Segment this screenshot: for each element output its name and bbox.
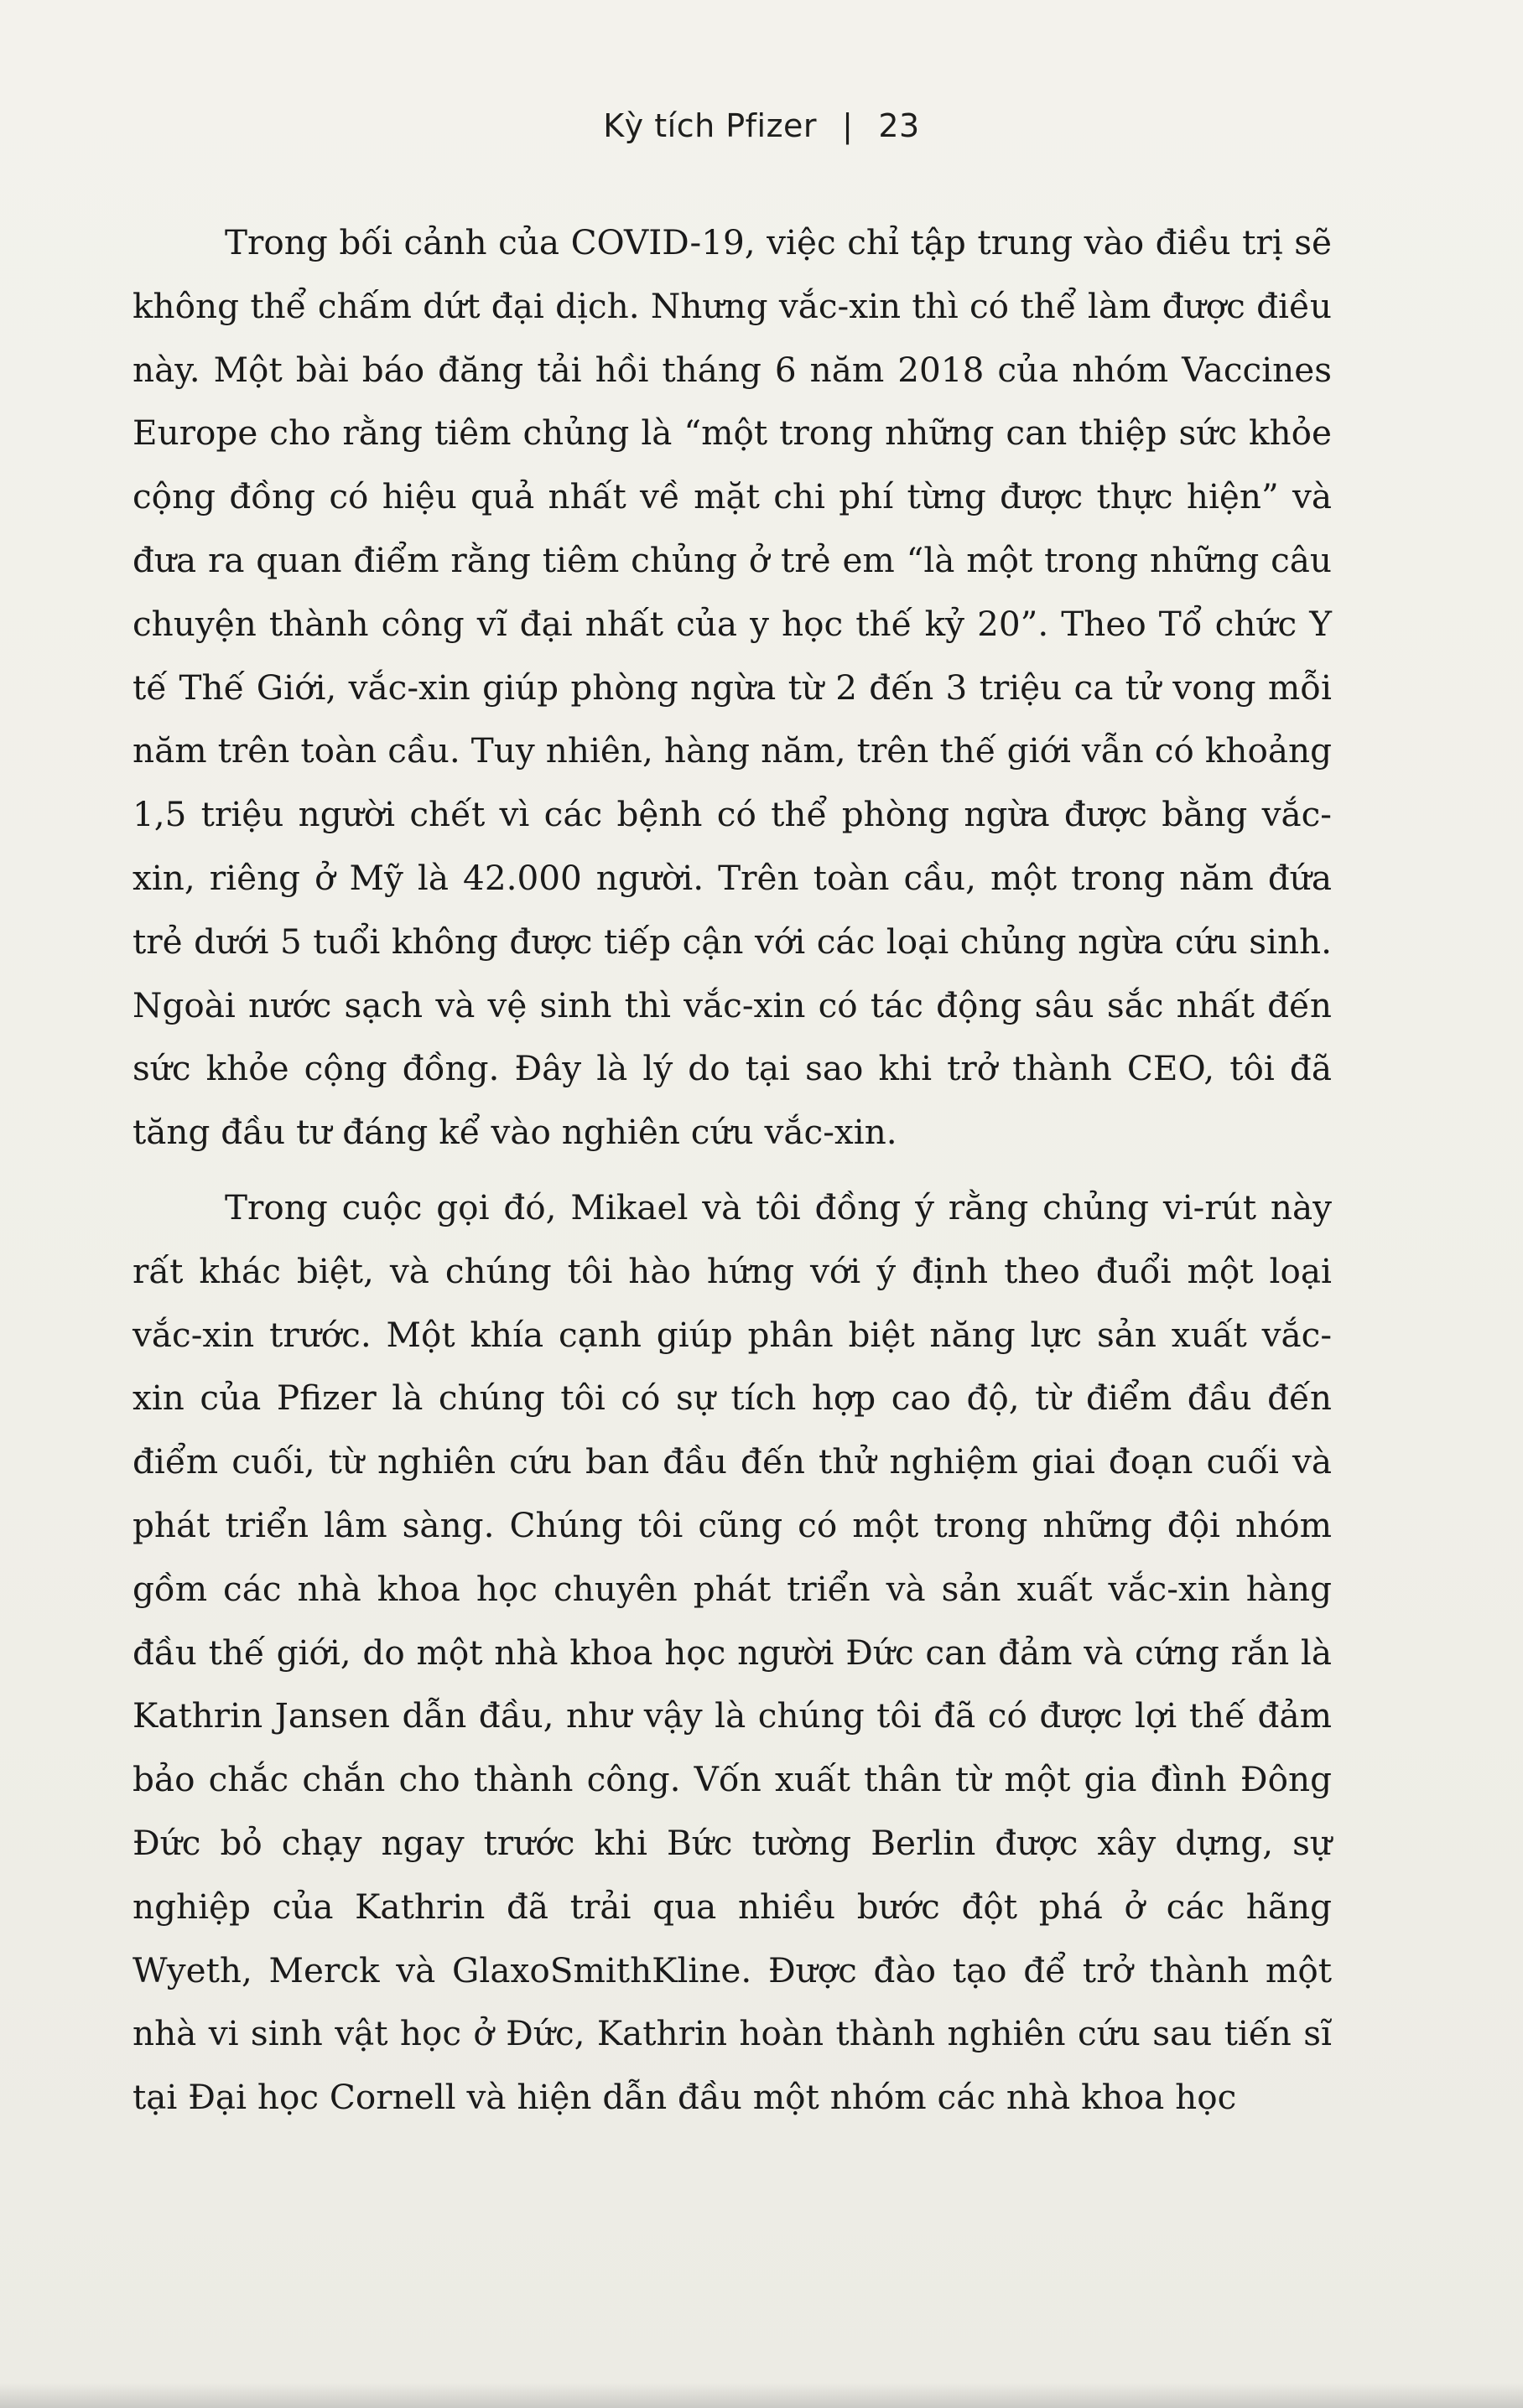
body-text: [133, 211, 1332, 2130]
running-header: [0, 107, 1523, 144]
page-number: 23: [878, 107, 920, 144]
paragraph-2: Trong cuộc gọi đó, Mikael và tôi đồng ý rằng chủng vi-rút này rất khác biệt, và chúng tôi hào hứng với ý định theo đuổi một loại vắc-xin trước. Một khía cạnh giúp phân biệt năng lực sản xuất vắc-xin của Pfizer là chúng tôi có sự tích hợp cao độ, từ điểm đầu đến điểm cuối, từ nghiên cứu ban đầu đến thử nghiệm giai đoạn cuối và phát triển lâm sàng. Chúng tôi cũng có một trong những đội nhóm gồm các nhà khoa học chuyên phát triển và sản xuất vắc-xin hàng đầu thế giới, do một nhà khoa học người Đức can đảm và cứng rắn là Kathrin Jansen dẫn đầu, như vậy là chúng tôi đã có được lợi thế đảm bảo chắc chắn cho thành công. Vốn xuất thân từ một gia đình Đông Đức bỏ chạy ngay trước khi Bức tường Berlin được xây dựng, sự nghiệp của Kathrin đã trải qua nhiều bước đột phá ở các hãng Wyeth, Merck và GlaxoSmithKline. Được đào tạo để trở thành một nhà vi sinh vật học ở Đức, Kathrin hoàn thành nghiên cứu sau tiến sĩ tại Đại học Cornell và hiện dẫn đầu một nhóm các nhà khoa học: [133, 1186, 1332, 2118]
header-separator: |: [842, 107, 854, 144]
book-title: Kỳ tích Pfizer: [603, 107, 818, 144]
paragraph-1: Trong bối cảnh của COVID-19, việc chỉ tập trung vào điều trị sẽ không thể chấm dứt đại dịch. Nhưng vắc-xin thì có thể làm được điều này. Một bài báo đăng tải hồi tháng 6 năm 2018 của nhóm Vaccines Europe cho rằng tiêm chủng là “một trong những can thiệp sức khỏe cộng đồng có hiệu quả nhất về mặt chi phí từng được thực hiện” và đưa ra quan điểm rằng tiêm chủng ở trẻ em “là một trong những câu chuyện thành công vĩ đại nhất của y học thế kỷ 20”. Theo Tổ chức Y tế Thế Giới, vắc-xin giúp phòng ngừa từ 2 đến 3 triệu ca tử vong mỗi năm trên toàn cầu. Tuy nhiên, hàng năm, trên thế giới vẫn có khoảng 1,5 triệu người chết vì các bệnh có thể phòng ngừa được bằng vắc-xin, riêng ở Mỹ là 42.000 người. Trên toàn cầu, một trong năm đứa trẻ dưới 5 tuổi không được tiếp cận với các loại chủng ngừa cứu sinh. Ngoài nước sạch và vệ sinh thì vắc-xin có tác động sâu sắc nhất đến sức khỏe cộng đồng. Đây là lý do tại sao khi trở thành CEO, tôi đã tăng đầu tư đáng kể vào nghiên cứu vắc-xin.: [133, 222, 1332, 1153]
page-edge-shadow: [0, 2383, 1523, 2408]
